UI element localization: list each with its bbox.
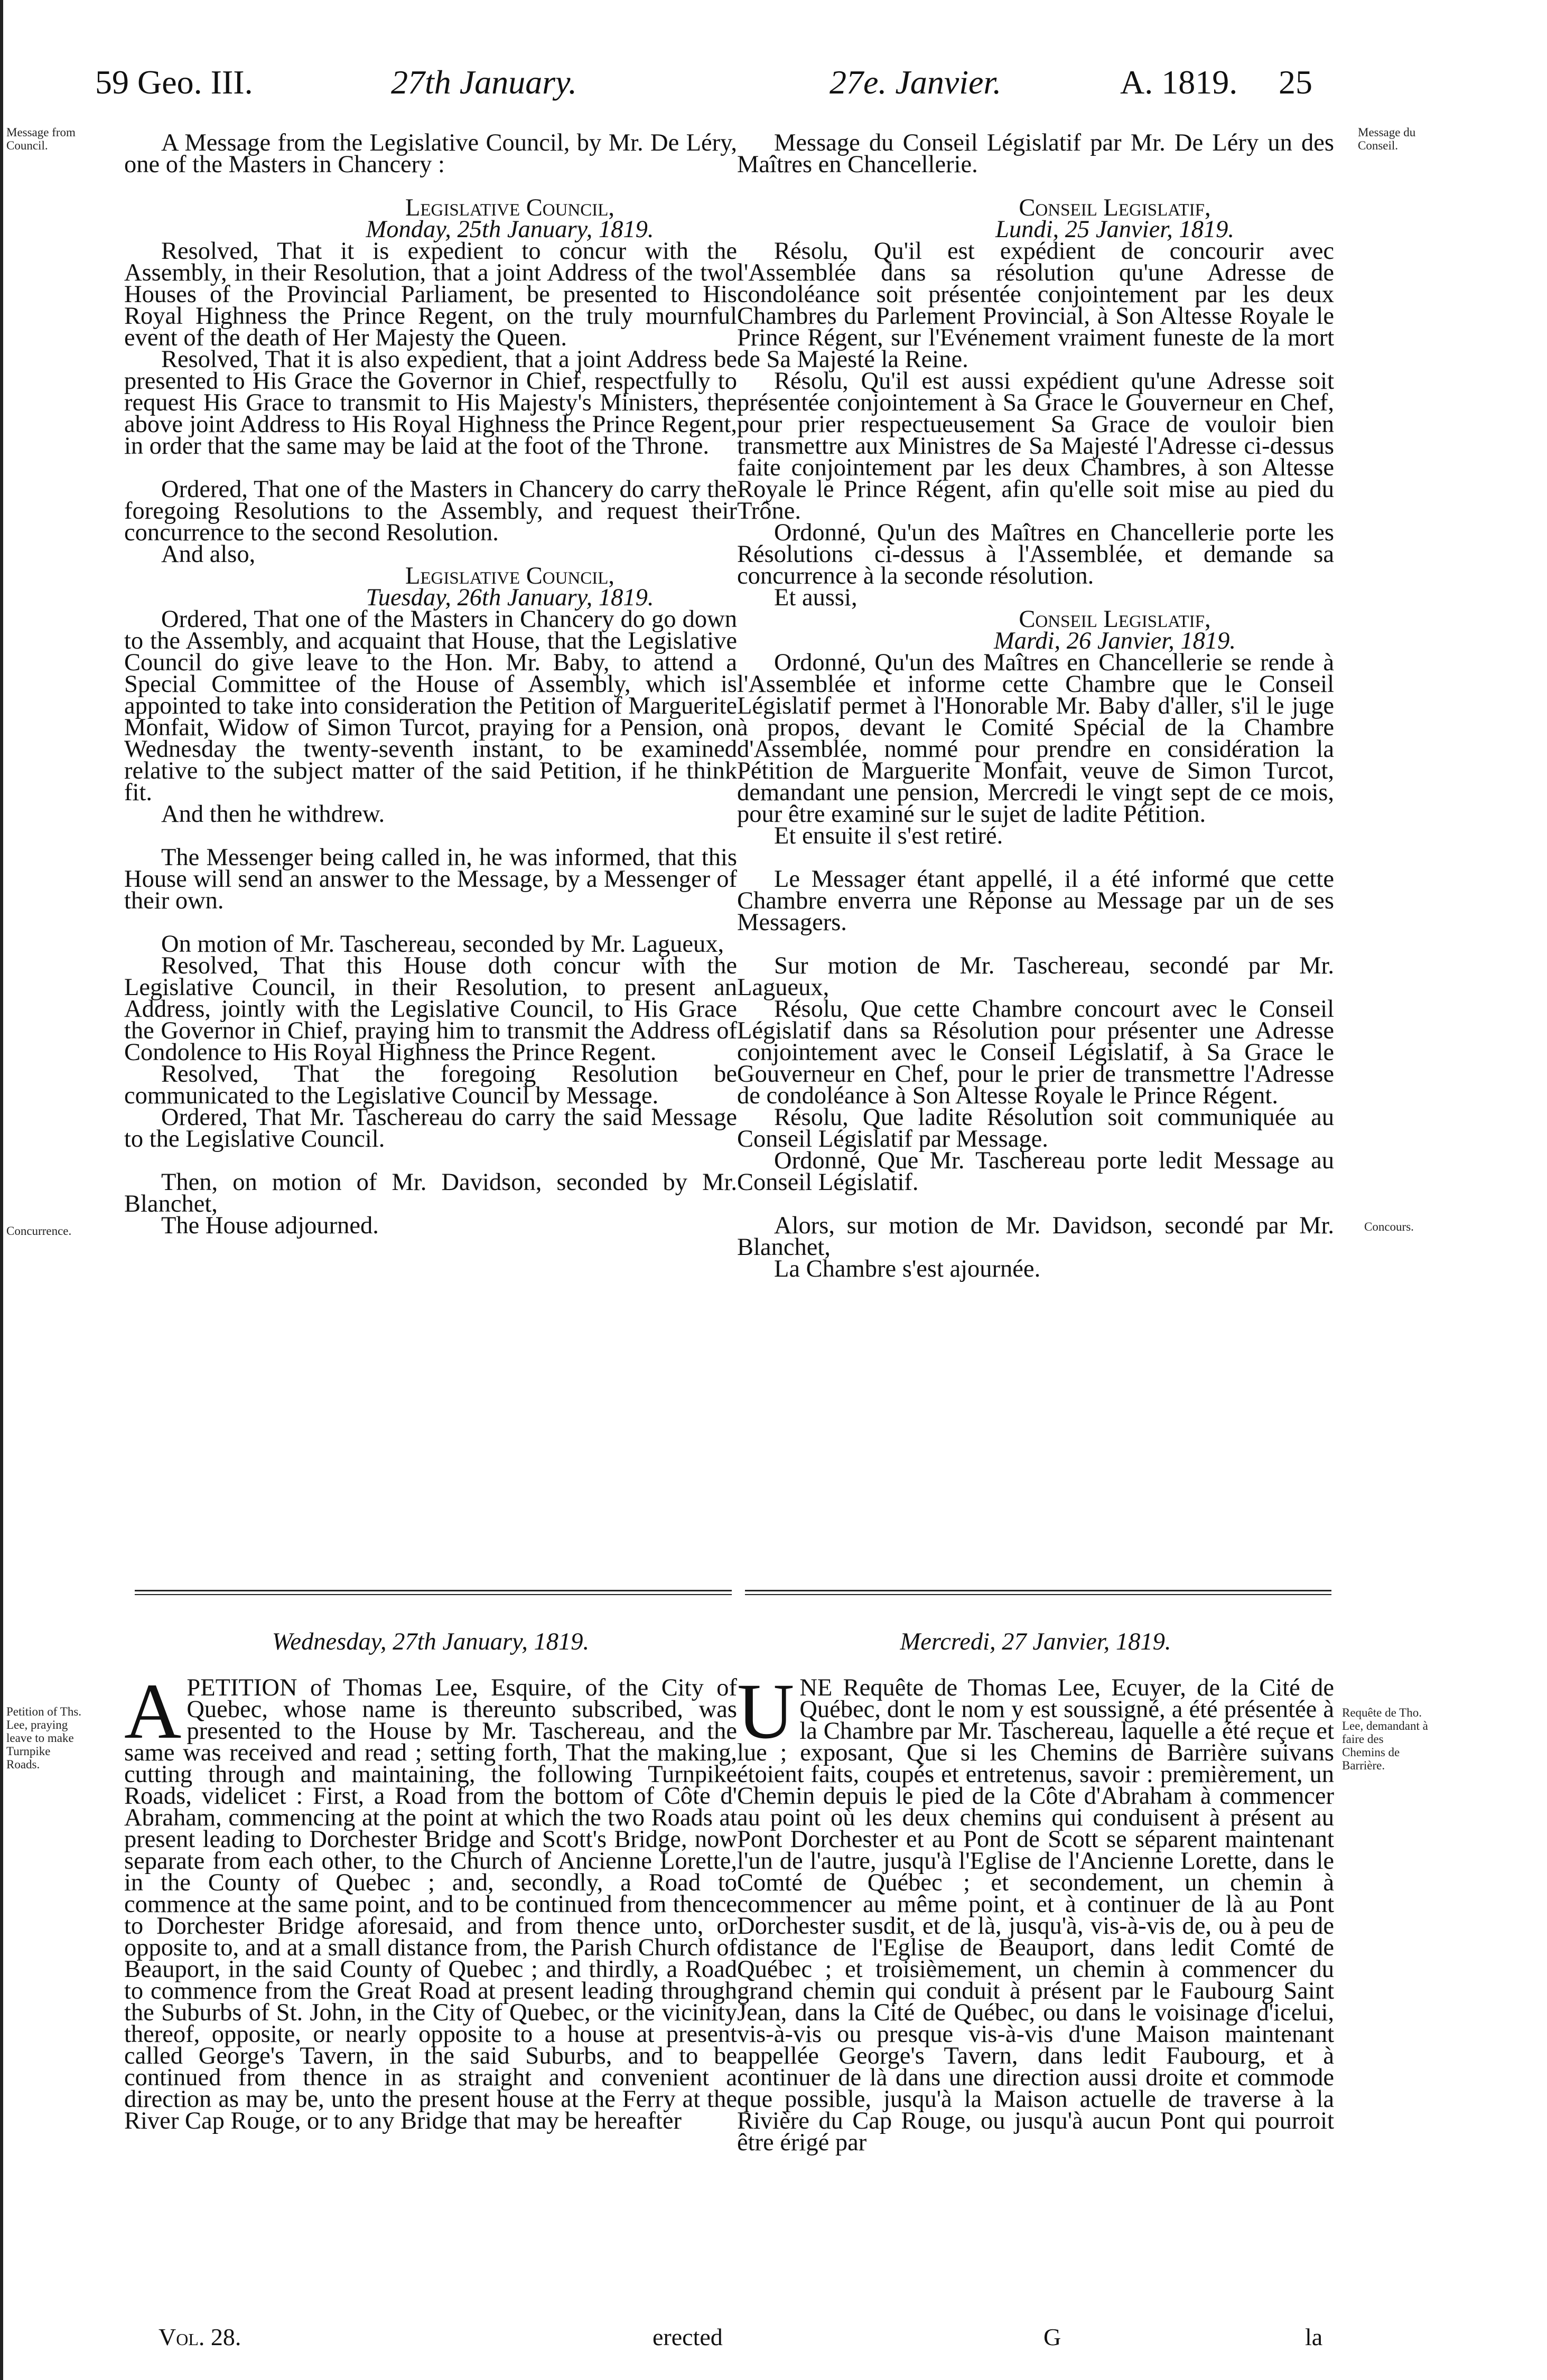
margin-note-message-en: Message from Council. (6, 126, 76, 152)
council1-date-fr: Lundi, 25 Janvier, 1819. (995, 216, 1235, 243)
adjourned-en: The House adjourned. (161, 1212, 379, 1239)
catchword-fr: la (1305, 2323, 1323, 2350)
ordered3-en: Ordered, That Mr. Taschereau do carry the said Message to the Legislative Council. (124, 1104, 737, 1152)
english-column (124, 129, 737, 1239)
header-date-english: 27th January. (391, 63, 577, 101)
and-also-en: And also, (161, 541, 256, 568)
day-heading-fr: Mercredi, 27 Janvier, 1819. (900, 1628, 1171, 1655)
council1-date-en: Monday, 25th January, 1819. (366, 216, 654, 243)
withdrew-fr: Et ensuite il s'est retiré. (774, 822, 1003, 849)
petition-fr-block (737, 1667, 1334, 2156)
resolution1-fr: Résolu, Qu'il est expédient de concourir avec l'Assemblée dans sa résolution qu'une Adresse de condoléance soit présentée conjointement par les deux Chambres du Parlement Provincial, à Son Altesse Royale le Prince Régent, sur l'Evénement vraiment funeste de la mort de Sa Majesté la Reine. (737, 238, 1334, 373)
resolution2-fr: Résolu, Qu'il est aussi expédient qu'une Adresse soit présentée conjointement à Sa Grace le Gouverneur en Chef, pour prier respectueusement Sa Grace de vouloir bien transmettre aux Ministres de Sa Majesté l'Adresse ci-dessus faite conjointement par les deux Chambres, à son Altesse Royale le Prince Régent, afin qu'elle soit mise au pied du Trône. (737, 368, 1334, 524)
header-reign: 59 Geo. III. (95, 63, 253, 101)
margin-note-concurrence-fr: Concours. (1364, 1220, 1414, 1233)
margin-note-concurrence-en: Concurrence. (6, 1224, 72, 1238)
ordered1-fr: Ordonné, Qu'un des Maîtres en Chancellerie porte les Résolutions ci-dessus à l'Assemblée, et demande sa concurrence à la seconde résolution. (737, 519, 1334, 589)
separator-rule-fr-thin (745, 1594, 1331, 1595)
council1-heading-fr: Conseil Legislatif, (1019, 194, 1211, 221)
page-number: 25 (1279, 63, 1312, 101)
margin-note-petition-en: Petition of Ths. Lee, praying leave to make Turnpike Roads. (6, 1705, 82, 1771)
header-year: A. 1819. (1120, 63, 1238, 101)
resolution4-fr: Résolu, Que ladite Résolution soit communiquée au Conseil Législatif par Message. (737, 1104, 1334, 1152)
petition-en: PETITION of Thomas Lee, Esquire, of the City of Quebec, whose name is thereunto subscribed, was presented to the House by Mr. Taschereau, and the same was received and read ; setting forth, That the making, cutting through and maintaining, the following Turnpike Roads, videlicet : First, a Road from the bottom of Côte d' Abraham, commencing at the point at which the two Roads at present leading to Dorchester Bridge and Scott's Bridge, now separate from each other, to the Church of Ancienne Lorette, in the County of Quebec ; and, secondly, a Road to commence at the same point, and to be continued from thence to Dorchester Bridge aforesaid, and from thence unto, or opposite to, and at a small distance from, the Parish Church of Beauport, in the said County of Quebec ; and thirdly, a Road to commence from the Great Road at present leading through the Suburbs of St. John, in the City of Quebec, or the vicinity thereof, opposite, or nearly opposite to a house at present called George's Tavern, in the said Suburbs, and to be continued from thence in as straight and convenient a direction as may be, unto the present house at the Ferry at the River Cap Rouge, or to any Bridge that may be hereafter (124, 1674, 737, 2134)
council2-heading-en: Legislative Council, (405, 563, 615, 589)
intro-en: A Message from the Legislative Council, by Mr. De Léry, one of the Masters in Chancery : (124, 129, 737, 178)
volume-signature: Vol. 28. (159, 2323, 241, 2350)
ordered1-en: Ordered, That one of the Masters in Chancery do carry the foregoing Resolutions to the Assembly, and request their concurrence to the second Resolution. (124, 476, 737, 546)
ordered2-fr: Ordonné, Qu'un des Maîtres en Chancellerie se rende à l'Assemblée et informe cette Chambre que le Conseil Législatif permet à l'Honorable Mr. Baby d'aller, s'il le juge à propos, devant le Comité Spécial de la Chambre d'Assemblée, nommé pour prendre en considération la Pétition de Marguerite Monfait, veuve de Simon Turcot, demandant une pension, Mercredi le vingt sept de ce mois, pour être examiné sur le sujet de ladite Pétition. (737, 649, 1334, 828)
catchword-en: erected (653, 2323, 723, 2350)
council1-heading-en: Legislative Council, (405, 194, 615, 221)
resolution3-fr: Résolu, Que cette Chambre concourt avec le Conseil Législatif dans sa Résolution pour présenter une Adresse conjointement avec le Conseil Législatif, à Sa Grace le Gouverneur en Chef, pour le prier de transmettre l'Adresse de condoléance à Son Altesse Royale le Prince Régent. (737, 996, 1334, 1109)
withdrew-en: And then he withdrew. (161, 801, 385, 828)
resolution1-en: Resolved, That it is expedient to concur with the Assembly, in their Resolution, that a joint Address of the two Houses of the Provincial Parliament, be presented to His Royal Highness the Prince Regent, on the truly mournful event of the death of Her Majesty the Queen. (124, 238, 737, 351)
ordered3-fr: Ordonné, Que Mr. Taschereau porte ledit Message au Conseil Législatif. (737, 1147, 1334, 1196)
adjourned-fr: La Chambre s'est ajournée. (774, 1255, 1041, 1282)
council2-date-fr: Mardi, 26 Janvier, 1819. (993, 627, 1236, 654)
intro-fr: Message du Conseil Législatif par Mr. De Léry un des Maîtres en Chancellerie. (737, 129, 1334, 178)
and-also-fr: Et aussi, (774, 584, 858, 611)
left-binding-edge (0, 0, 3, 2380)
separator-rule-fr (745, 1590, 1331, 1591)
council2-heading-fr: Conseil Legislatif, (1019, 606, 1211, 633)
resolution2-en: Resolved, That it is also expedient, that a joint Address be presented to His Grace the Governor in Chief, respectfully to request His Grace to transmit to His Majesty's Ministers, the above joint Address to His Royal Highness the Prince Regent, in order that the same may be laid at the foot of the Throne. (124, 346, 737, 460)
motion2-en: Then, on motion of Mr. Davidson, seconded by Mr. Blanchet, (124, 1169, 737, 1217)
council2-date-en: Tuesday, 26th January, 1819. (366, 584, 654, 611)
resolution3-en: Resolved, That this House doth concur with the Legislative Council, in their Resolution, to present an Address, jointly with the Legislative Council, to His Grace the Governor in Chief, praying him to transmit the Address of Condolence to His Royal Highness the Prince Regent. (124, 952, 737, 1066)
separator-rule-en (135, 1590, 732, 1591)
dropcap-en: A (124, 1667, 182, 1755)
day-heading-en-wrap (124, 1628, 737, 1655)
margin-note-petition-fr: Requête de Tho. Lee, demandant à faire des Chemins de Barrière. (1342, 1706, 1428, 1772)
signature-mark: G (1043, 2323, 1061, 2350)
header-date-french: 27e. Janvier. (830, 63, 1002, 101)
messenger-en: The Messenger being called in, he was informed, that this House will send an answer to the Message, by a Messenger of their own. (124, 844, 737, 914)
resolution4-en: Resolved, That the foregoing Resolution be communicated to the Legislative Council by Message. (124, 1061, 737, 1109)
separator-rule-en-thin (135, 1594, 732, 1595)
margin-note-message-fr: Message du Conseil. (1358, 126, 1416, 152)
petition-fr: NE Requête de Thomas Lee, Ecuyer, de la Cité de Québec, dont le nom y est soussigné, a été présentée à la Chambre par Mr. Taschereau, laquelle a été reçue et lue ; exposant, Que si les Chemins de Barrière suivans étoient faits, coupés et entretenus, savoir : premièrement, un Chemin depuis le pied de la Côte d'Abraham à commencer au point où les deux chemins qui conduisent à présent au Pont Dorchester et au Pont de Scott se séparent maintenant l'un de l'autre, jusqu'à l'Eglise de l'Ancienne Lorette, dans le Comté de Québec ; et secondement, un chemin à commencer au même point, et à continuer de là au Pont Dorchester susdit, et de là, jusqu'à, vis-à-vis de, ou à peu de distance de l'Eglise de Beauport, dans ledit Comté de Québec ; et troisièmement, un chemin à commencer du grand chemin qui conduit à présent par le Faubourg Saint Jean, dans la Cité de Québec, ou dans le voisinage d'icelui, vis-à-vis ou presque vis-à-vis d'une Maison maintenant appellée George's Tavern, dans ledit Faubourg, et à continuer de là dans une direction aussi droite et commode que possible, jusqu'à la Maison actuelle de traverse à la Rivière du Cap Rouge, ou jusqu'à aucun Pont qui pourroit être érigé par (737, 1674, 1334, 2156)
messenger-fr: Le Messager étant appellé, il a été informé que cette Chambre enverra une Réponse au Message par un de ses Messagers. (737, 866, 1334, 936)
petition-en-block (124, 1667, 737, 2134)
day-heading-en: Wednesday, 27th January, 1819. (272, 1628, 590, 1655)
motion1-en: On motion of Mr. Taschereau, seconded by Mr. Lagueux, (161, 931, 724, 958)
french-column (737, 129, 1334, 1282)
motion2-fr: Alors, sur motion de Mr. Davidson, secondé par Mr. Blanchet, (737, 1212, 1334, 1261)
ordered2-en: Ordered, That one of the Masters in Chancery do go down to the Assembly, and acquaint that House, that the Legislative Council do give leave to the Hon. Mr. Baby, to attend a Special Committee of the House of Assembly, which is appointed to take into consideration the Petition of Marguerite Monfait, Widow of Simon Turcot, praying for a Pension, on Wednesday the twenty-seventh instant, to be examined relative to the subject matter of the said Petition, if he think fit. (124, 606, 737, 806)
dropcap-fr: U (737, 1667, 795, 1755)
day-heading-fr-wrap (737, 1628, 1334, 1655)
motion1-fr: Sur motion de Mr. Taschereau, secondé par Mr. Lagueux, (737, 952, 1334, 1001)
